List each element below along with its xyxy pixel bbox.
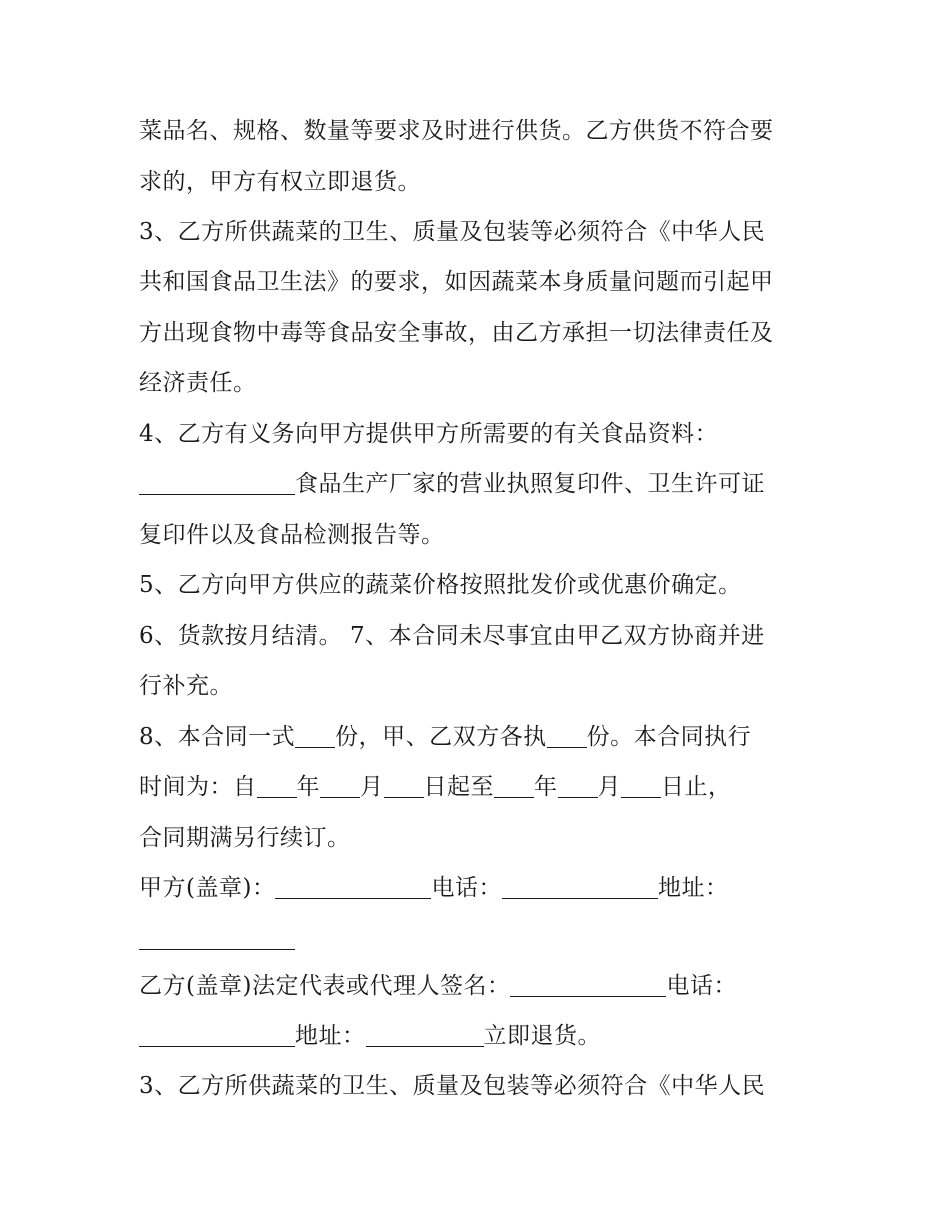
text-segment: 份，甲、乙双方各执 bbox=[335, 724, 547, 750]
start-month-blank[interactable] bbox=[320, 771, 360, 798]
text-segment: 时间为：自 bbox=[139, 774, 257, 800]
text-line: 3、乙方所供蔬菜的卫生、质量及包装等必须符合《中华人民 bbox=[139, 1073, 766, 1099]
text-segment: 日止， bbox=[661, 774, 732, 800]
end-year-blank[interactable] bbox=[494, 771, 534, 798]
text-segment: 8、本合同一式 bbox=[139, 724, 296, 750]
fill-in-blank[interactable] bbox=[139, 468, 295, 495]
end-day-blank[interactable] bbox=[621, 771, 661, 798]
party-b-address-line bbox=[139, 1016, 601, 1056]
party-a-signature-line bbox=[139, 868, 728, 908]
term-clause-line bbox=[139, 767, 732, 807]
text-line: 4、乙方有义务向甲方提供甲方所需要的有关食品资料： bbox=[139, 421, 719, 447]
party-b-phone-blank[interactable] bbox=[139, 1020, 295, 1047]
party-a-phone-blank[interactable] bbox=[502, 872, 658, 899]
text-line: 共和国食品卫生法》的要求，如因蔬菜本身质量问题而引起甲 bbox=[139, 269, 774, 295]
text-line: 菜品名、规格、数量等要求及时进行供货。乙方供货不符合要 bbox=[139, 118, 774, 144]
text-line: 5、乙方向甲方供应的蔬菜价格按照批发价或优惠价确定。 bbox=[139, 572, 742, 598]
copies-total-blank[interactable] bbox=[295, 721, 335, 748]
text-segment: 年 bbox=[296, 774, 320, 800]
copies-clause-line bbox=[139, 717, 751, 757]
party-b-address-blank[interactable] bbox=[366, 1020, 484, 1047]
party-a-seal-blank[interactable] bbox=[275, 872, 431, 899]
party-b-signature-blank[interactable] bbox=[510, 970, 666, 997]
text-segment: 食品生产厂家的营业执照复印件、卫生许可证 bbox=[295, 471, 765, 497]
party-b-signature-line bbox=[139, 966, 737, 1006]
text-segment: 地址： bbox=[657, 875, 729, 901]
text-line: 求的，甲方有权立即退货。 bbox=[139, 169, 421, 195]
text-segment: 立即退货。 bbox=[483, 1023, 601, 1049]
text-segment: 电话： bbox=[431, 875, 502, 901]
text-segment: 甲方(盖章)： bbox=[139, 875, 276, 901]
start-day-blank[interactable] bbox=[384, 771, 424, 798]
start-year-blank[interactable] bbox=[257, 771, 297, 798]
text-line: 复印件以及食品检测报告等。 bbox=[139, 522, 445, 548]
text-line: 合同期满另行续订。 bbox=[139, 825, 351, 851]
end-month-blank[interactable] bbox=[558, 771, 598, 798]
copies-each-blank[interactable] bbox=[547, 721, 587, 748]
text-segment: 月 bbox=[360, 774, 384, 800]
text-segment: 地址： bbox=[295, 1023, 366, 1049]
text-segment: 份。本合同执行 bbox=[586, 724, 752, 750]
text-line: 6、货款按月结清。 7、本合同未尽事宜由甲乙双方协商并进 bbox=[139, 623, 765, 649]
party-a-address-line bbox=[139, 919, 295, 959]
text-line: 方出现食物中毒等食品安全事故，由乙方承担一切法律责任及 bbox=[139, 320, 774, 346]
party-a-address-blank[interactable] bbox=[139, 923, 295, 950]
text-segment: 电话： bbox=[666, 973, 737, 999]
text-line: 3、乙方所供蔬菜的卫生、质量及包装等必须符合《中华人民 bbox=[139, 219, 766, 245]
text-segment: 年 bbox=[534, 774, 558, 800]
text-segment: 日起至 bbox=[423, 774, 494, 800]
text-line-with-blank bbox=[139, 464, 765, 504]
text-segment: 月 bbox=[597, 774, 621, 800]
text-line: 经济责任。 bbox=[139, 370, 257, 396]
text-line: 行补充。 bbox=[139, 673, 233, 699]
text-segment: 乙方(盖章)法定代表或代理人签名： bbox=[139, 973, 511, 999]
